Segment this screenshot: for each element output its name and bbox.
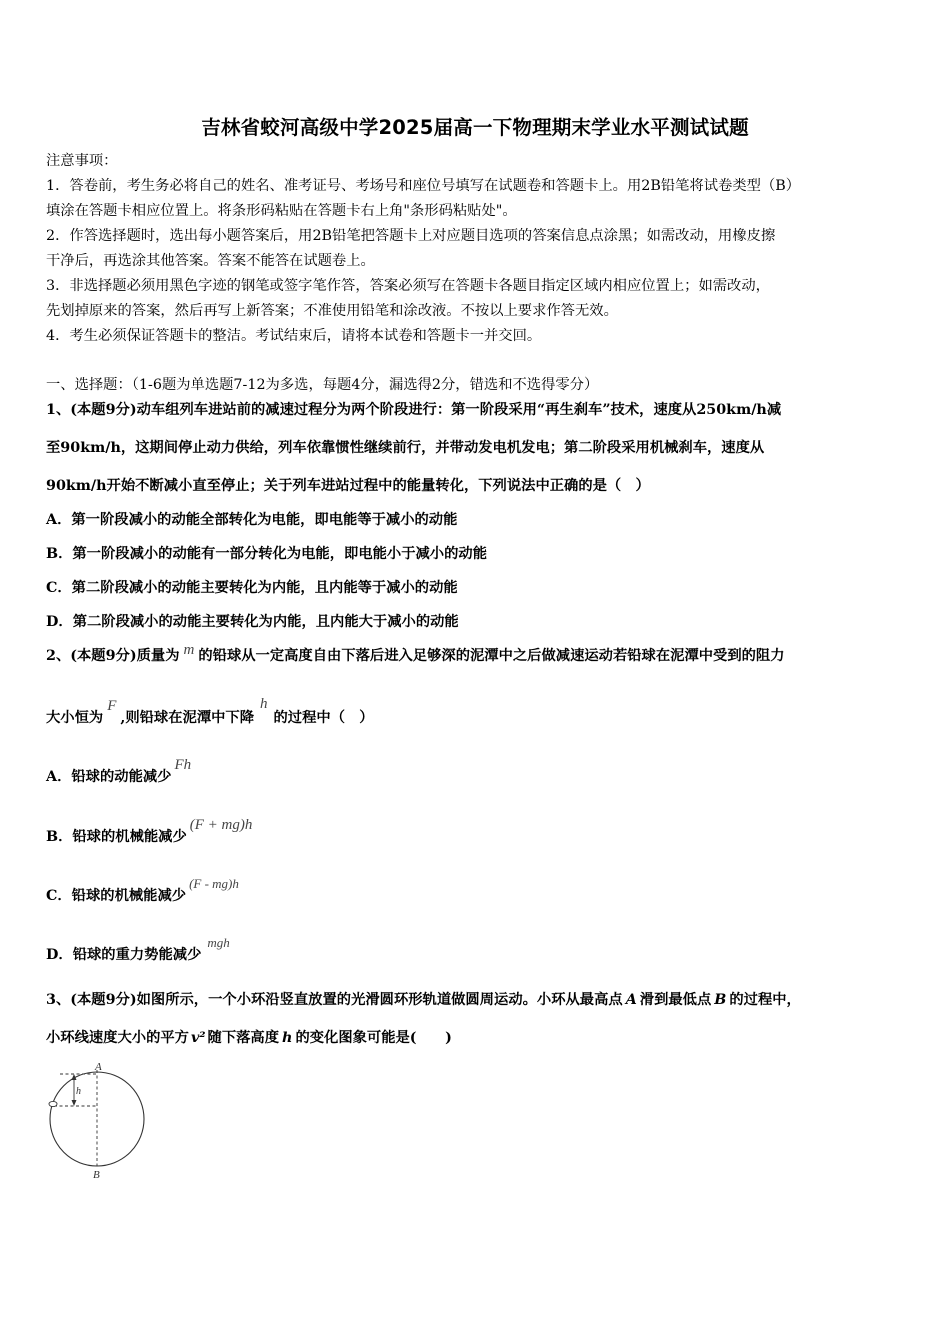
q2-mass-symbol: m (183, 642, 195, 658)
q1-option-a: A．第一阶段减小的动能全部转化为电能，即电能等于减小的动能 (46, 512, 458, 528)
q2-text: 的过程中（ ） (273, 710, 374, 726)
q2-option-b: B．铅球的机械能减少(F + mg)h (46, 817, 253, 845)
notice-line: 干净后，再选涂其他答案。答案不能答在试题卷上。 (46, 253, 375, 269)
q3-stem-line2: 小环线速度大小的平方 v² 随下落高度 h 的变化图象可能是( ) (46, 1030, 452, 1046)
q2-option-b-formula: (F + mg)h (189, 817, 253, 833)
q2-text: 2、(本题9分)质量为 (46, 648, 180, 664)
notice-line: 1．答卷前，考生务必将自己的姓名、准考证号、考场号和座位号填写在试题卷和答题卡上。用2B铅笔将试卷类型（B） (46, 178, 801, 194)
q2-text: 的铅球从一定高度自由下落后进入足够深的泥潭中之后做减速运动若铅球在泥潭中受到的阻力 (198, 648, 785, 664)
notice-heading: 注意事项： (46, 153, 118, 169)
notice-line: 2．作答选择题时，选出每小题答案后，用2B铅笔把答题卡上对应题目选项的答案信息点涂黑；如需改动，用橡皮擦 (46, 228, 776, 244)
section-heading: 一、选择题：（1-6题为单选题7-12为多选，每题4分，漏选得2分，错选和不选得零分） (46, 377, 599, 393)
q3-point-b: B (714, 992, 727, 1008)
q1-option-d: D．第二阶段减小的动能主要转化为内能，且内能大于减小的动能 (46, 614, 459, 630)
small-ring (49, 1101, 57, 1106)
q2-option-d-formula: mgh (207, 935, 230, 950)
q1-option-b: B．第一阶段减小的动能有一部分转化为电能，即电能小于减小的动能 (46, 546, 487, 562)
q2-option-a-formula: Fh (174, 757, 192, 773)
q3-stem-line1: 3、(本题9分)如图所示，一个小环沿竖直放置的光滑圆环形轨道做圆周运动。小环从最高点 A 滑到最低点 B 的过程中， (46, 992, 801, 1008)
notice-line: 先划掉原来的答案，然后再写上新答案；不准使用铅笔和涂改液。不按以上要求作答无效。 (46, 303, 618, 319)
q1-stem-line: 90km/h开始不断减小直至停止；关于列车进站过程中的能量转化，下列说法中正确的是（ ） (46, 478, 650, 494)
q1-stem-line: 至90km/h，这期间停止动力供给，列车依靠惯性继续前行，并带动发电机发电；第二阶段采用机械刹车，速度从 (46, 440, 765, 456)
q2-height-symbol: h (260, 696, 268, 712)
notice-line: 填涂在答题卡相应位置上。将条形码粘贴在答题卡右上角"条形码粘贴处"。 (46, 203, 517, 219)
q1-option-c: C．第二阶段减小的动能主要转化为内能，且内能等于减小的动能 (46, 580, 458, 596)
q3-v-squared: v² (190, 1030, 206, 1046)
q3-height: h (282, 1030, 293, 1046)
q2-option-d: D．铅球的重力势能减少mgh (46, 935, 230, 963)
circular-track (50, 1072, 144, 1166)
q2-option-a: A．铅球的动能减少Fh (46, 757, 192, 785)
q2-force-symbol: F (107, 698, 117, 714)
notice-line: 4．考生必须保证答题卡的整洁。考试结束后，请将本试卷和答题卡一并交回。 (46, 328, 542, 344)
q2-text: 大小恒为 (46, 710, 104, 726)
q1-stem-line: 1、(本题9分)动车组列车进站前的减速过程分为两个阶段进行：第一阶段采用“再生刹车”技术，速度从250km/h减 (46, 402, 782, 418)
q2-stem-line2 (46, 696, 374, 728)
q2-text: ,则铅球在泥潭中下降 (120, 710, 255, 726)
label-h: h (76, 1086, 81, 1097)
notice-line: 3．非选择题必须用黑色字迹的钢笔或签字笔作答，答案必须写在答题卡各题目指定区域内相应位置上；如需改动， (46, 278, 770, 294)
q3-point-a: A (625, 992, 637, 1008)
height-arrow-down (72, 1100, 77, 1106)
label-a: A (95, 1061, 102, 1073)
label-b: B (93, 1169, 100, 1181)
page-title: 吉林省蛟河高级中学2025届高一下物理期末学业水平测试试题 (201, 116, 749, 139)
q2-option-c: C．铅球的机械能减少(F - mg)h (46, 876, 239, 904)
q3-circle-figure (44, 1060, 154, 1185)
q2-option-c-formula: (F - mg)h (189, 876, 239, 891)
q2-stem-line1 (46, 642, 785, 666)
